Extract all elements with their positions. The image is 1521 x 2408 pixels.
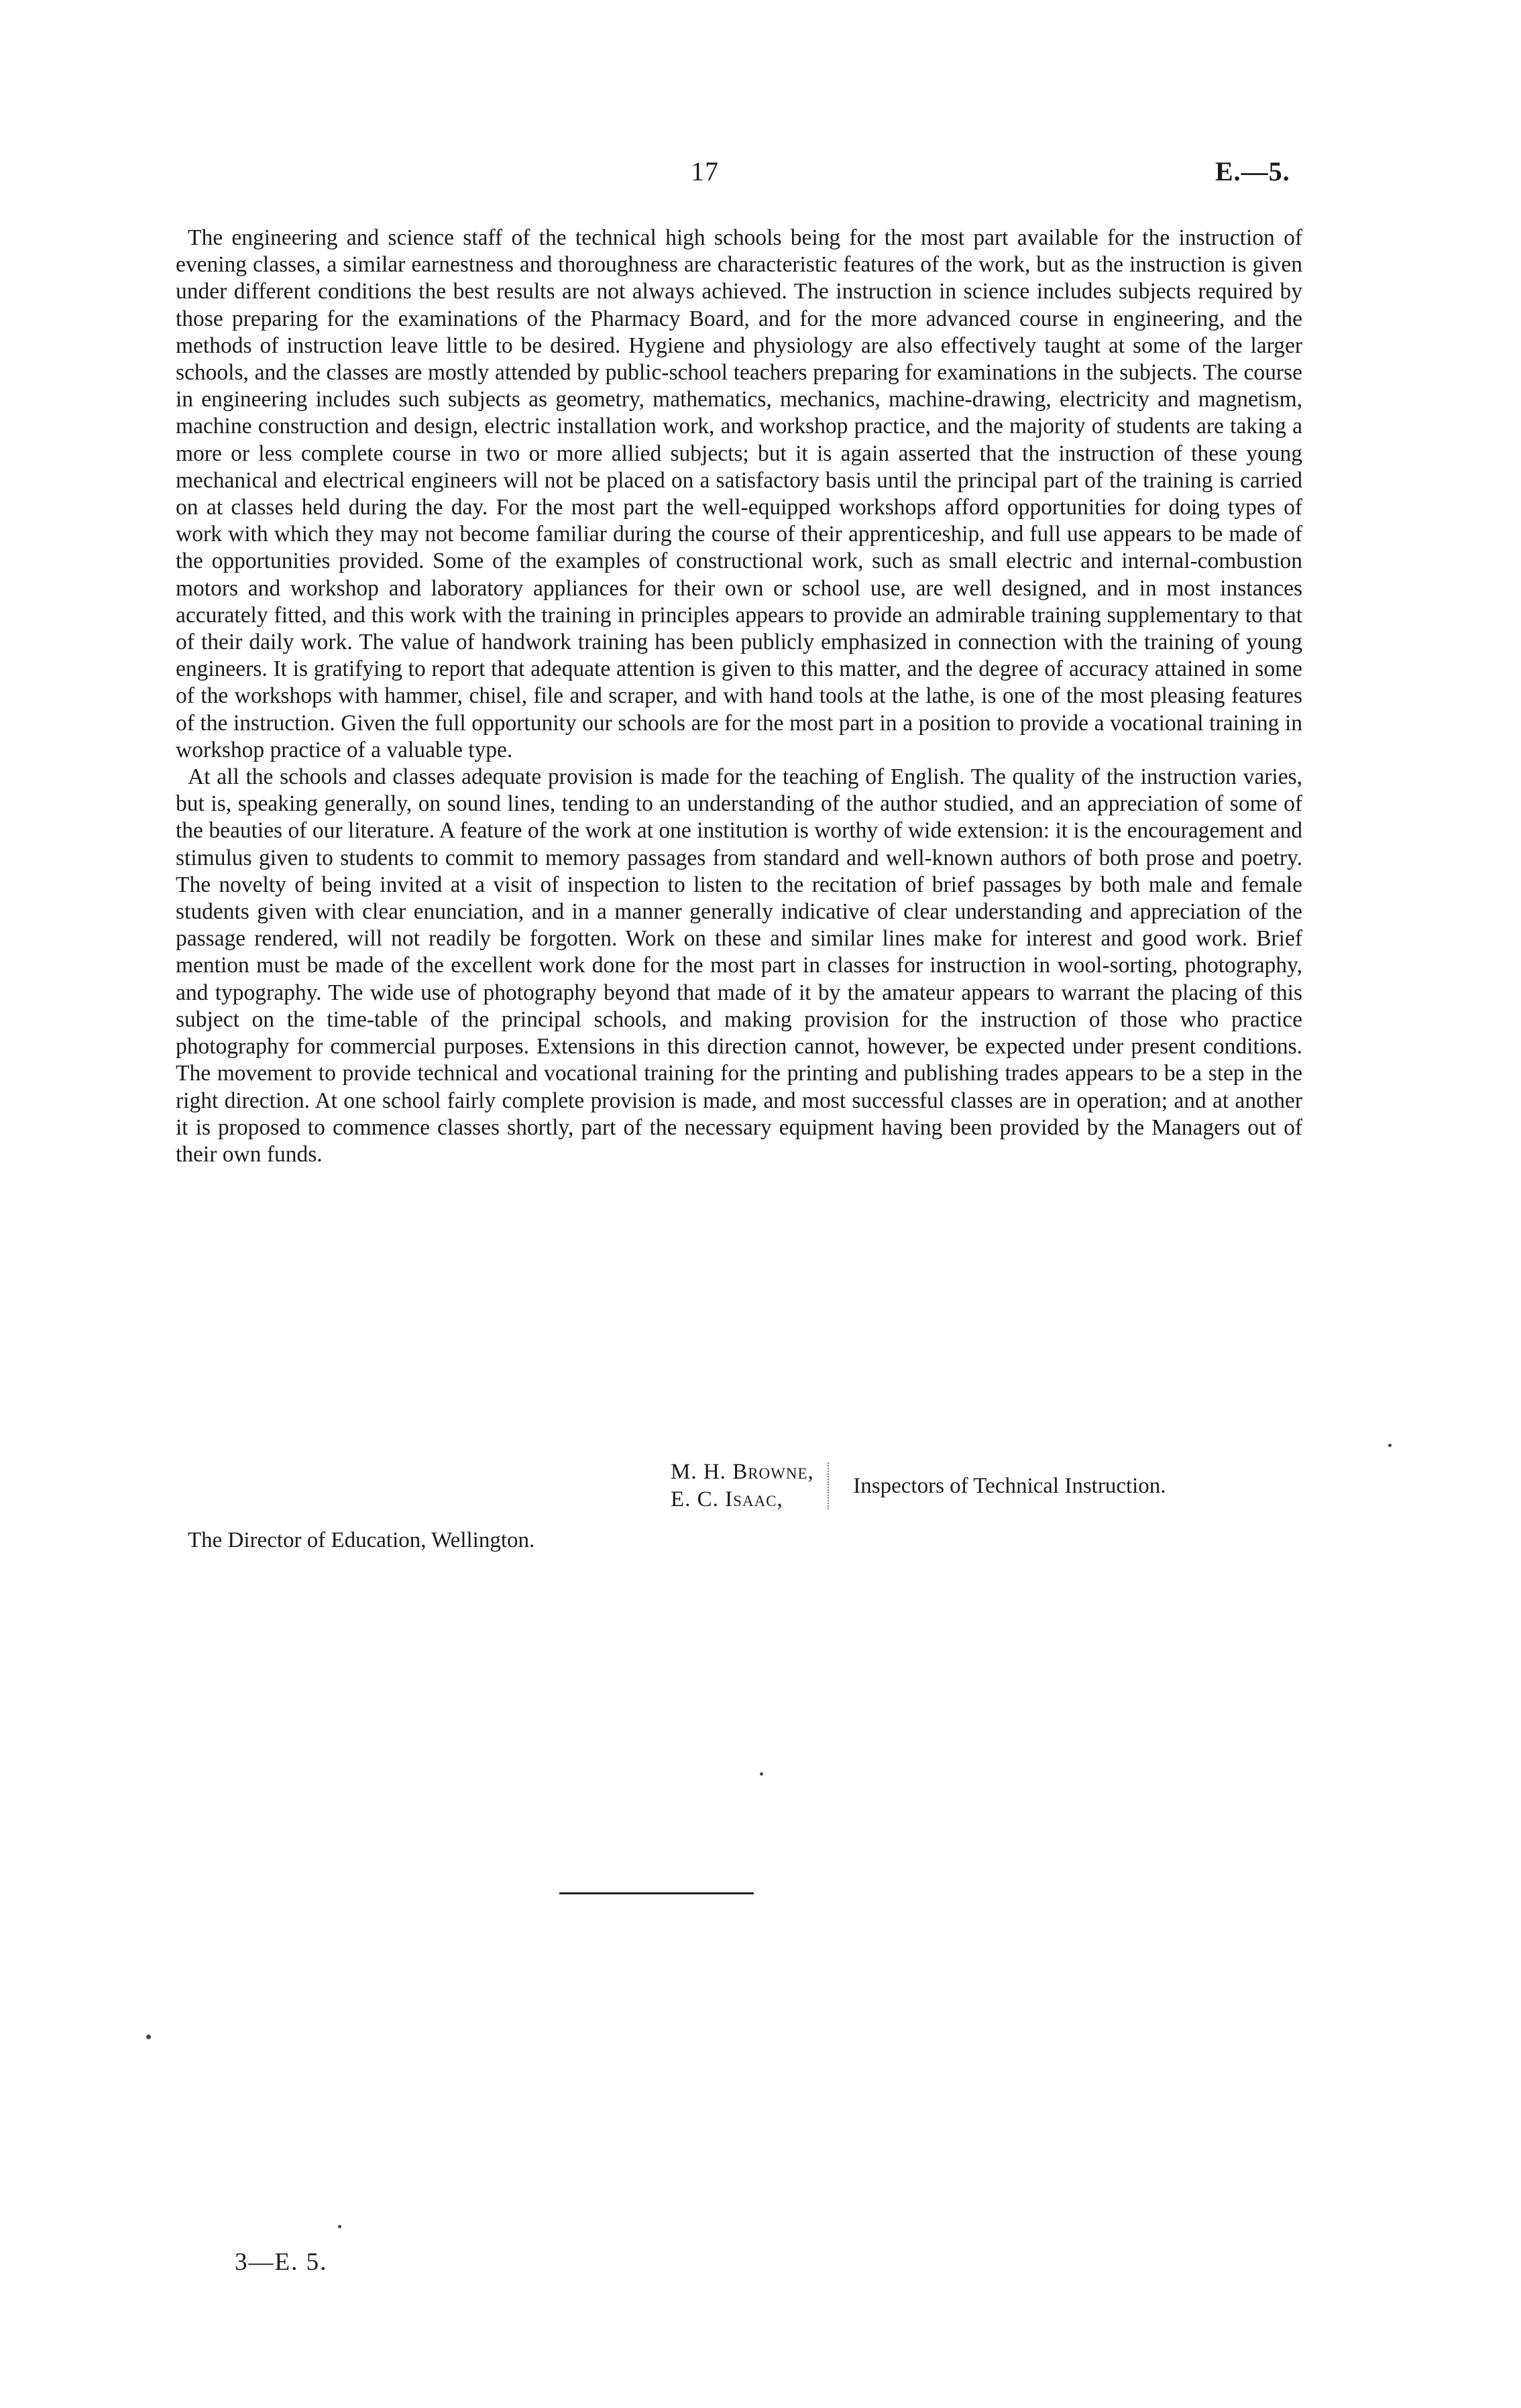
section-divider (559, 1892, 754, 1894)
signer-browne (671, 1458, 814, 1486)
signer-title: Inspectors of Technical Instruction. (853, 1473, 1166, 1498)
signature-block (671, 1458, 1166, 1513)
paragraph-english: At all the schools and classes adequate provision is made for the teaching of English. The quality of the instruction varies, but is, speaking generally, on sound lines, tending to an understanding of the author studied, and an appreciation of some of the beauties of our literature. A feature of the work at one institution is worthy of wide extension: it is the encouragement and stimulus given to students to commit to memory passages from standard and well-known authors of both prose and poetry. The novelty of being invited at a visit of inspection to listen to the recitation of brief passages by both male and female students given with clear enunciation, and in a manner generally indicative of clear understanding and appreciation of the passage rendered, will not readily be forgotten. Work on these and similar lines make for interest and good work. Brief mention must be made of the excellent work done for the most part in classes for instruction in wool-sorting, photography, and typography. The wide use of photography beyond that made of it by the amateur appears to warrant the placing of this subject on the time-table of the principal schools, and making provision for the instruction of those who practice photography for commercial purposes. Extensions in this direction cannot, however, be expected under present conditions. The movement to provide technical and vocational training for the printing and publishing trades appears to be a step in the right direction. At one school fairly complete provision is made, and most successful classes are in operation; and at another it is proposed to commence classes shortly, part of the necessary equipment having been provided by the Managers out of their own funds. (176, 764, 1302, 1167)
paragraph-engineering: The engineering and science staff of the technical high schools being for the most part available for the instruction of evening classes, a similar earnestness and thoroughness are characteristic features of the work, but as the instruction is given under different conditions the best results are not always achieved. The instruction in science includes subjects required by those preparing for the examinations of the Pharmacy Board, and for the more advanced course in engineering, and the methods of instruction leave little to be desired. Hygiene and physiology are also effectively taught at some of the larger schools, and the classes are mostly attended by public-school teachers preparing for examinations in the subjects. The course in engineering includes such subjects as geometry, mathematics, mechanics, machine-drawing, electricity and magnetism, machine construction and design, electric installation work, and workshop practice, and the majority of students are taking a more or less complete course in two or more allied subjects; but it is again asserted that the instruction of these young mechanical and electrical engineers will not be placed on a satisfactory basis until the principal part of the training is carried on at classes held during the day. For the most part the well-equipped workshops afford opportunities for doing types of work with which they may not become familiar during the course of their apprenticeship, and full use appears to be made of the opportunities provided. Some of the examples of constructional work, such as small electric and internal-combustion motors and workshop and laboratory appliances for their own or school use, are well designed, and in most instances accurately fitted, and this work with the training in principles appears to provide an admirable training supplementary to that of their daily work. The value of handwork training has been publicly emphasized in connection with the training of young engineers. It is gratifying to report that adequate attention is given to this matter, and the degree of accuracy attained in some of the workshops with hammer, chisel, file and scraper, and with hand tools at the lathe, is one of the most pleasing features of the instruction. Given the full opportunity our schools are for the most part in a position to provide a vocational training in workshop practice of a valuable type. (176, 225, 1302, 762)
addressee: The Director of Education, Wellington. (188, 1528, 535, 1552)
signature-brace (828, 1463, 844, 1509)
print-speck (146, 2034, 151, 2039)
signer-names (671, 1458, 814, 1513)
print-speck (1388, 1444, 1392, 1447)
signer-browne-surname: Browne, (732, 1460, 814, 1484)
page-number: 17 (691, 156, 719, 186)
signer-isaac (671, 1486, 814, 1513)
print-speck (760, 1772, 763, 1776)
report-body (176, 225, 1302, 1168)
signer-isaac-initials: E. C. (671, 1487, 719, 1511)
document-reference: E.—5. (1215, 156, 1290, 186)
signer-browne-initials: M. H. (671, 1460, 726, 1484)
footer-reference: 3—E. 5. (235, 2248, 328, 2276)
signer-isaac-surname: Isaac, (725, 1487, 783, 1511)
print-speck (338, 2225, 341, 2228)
